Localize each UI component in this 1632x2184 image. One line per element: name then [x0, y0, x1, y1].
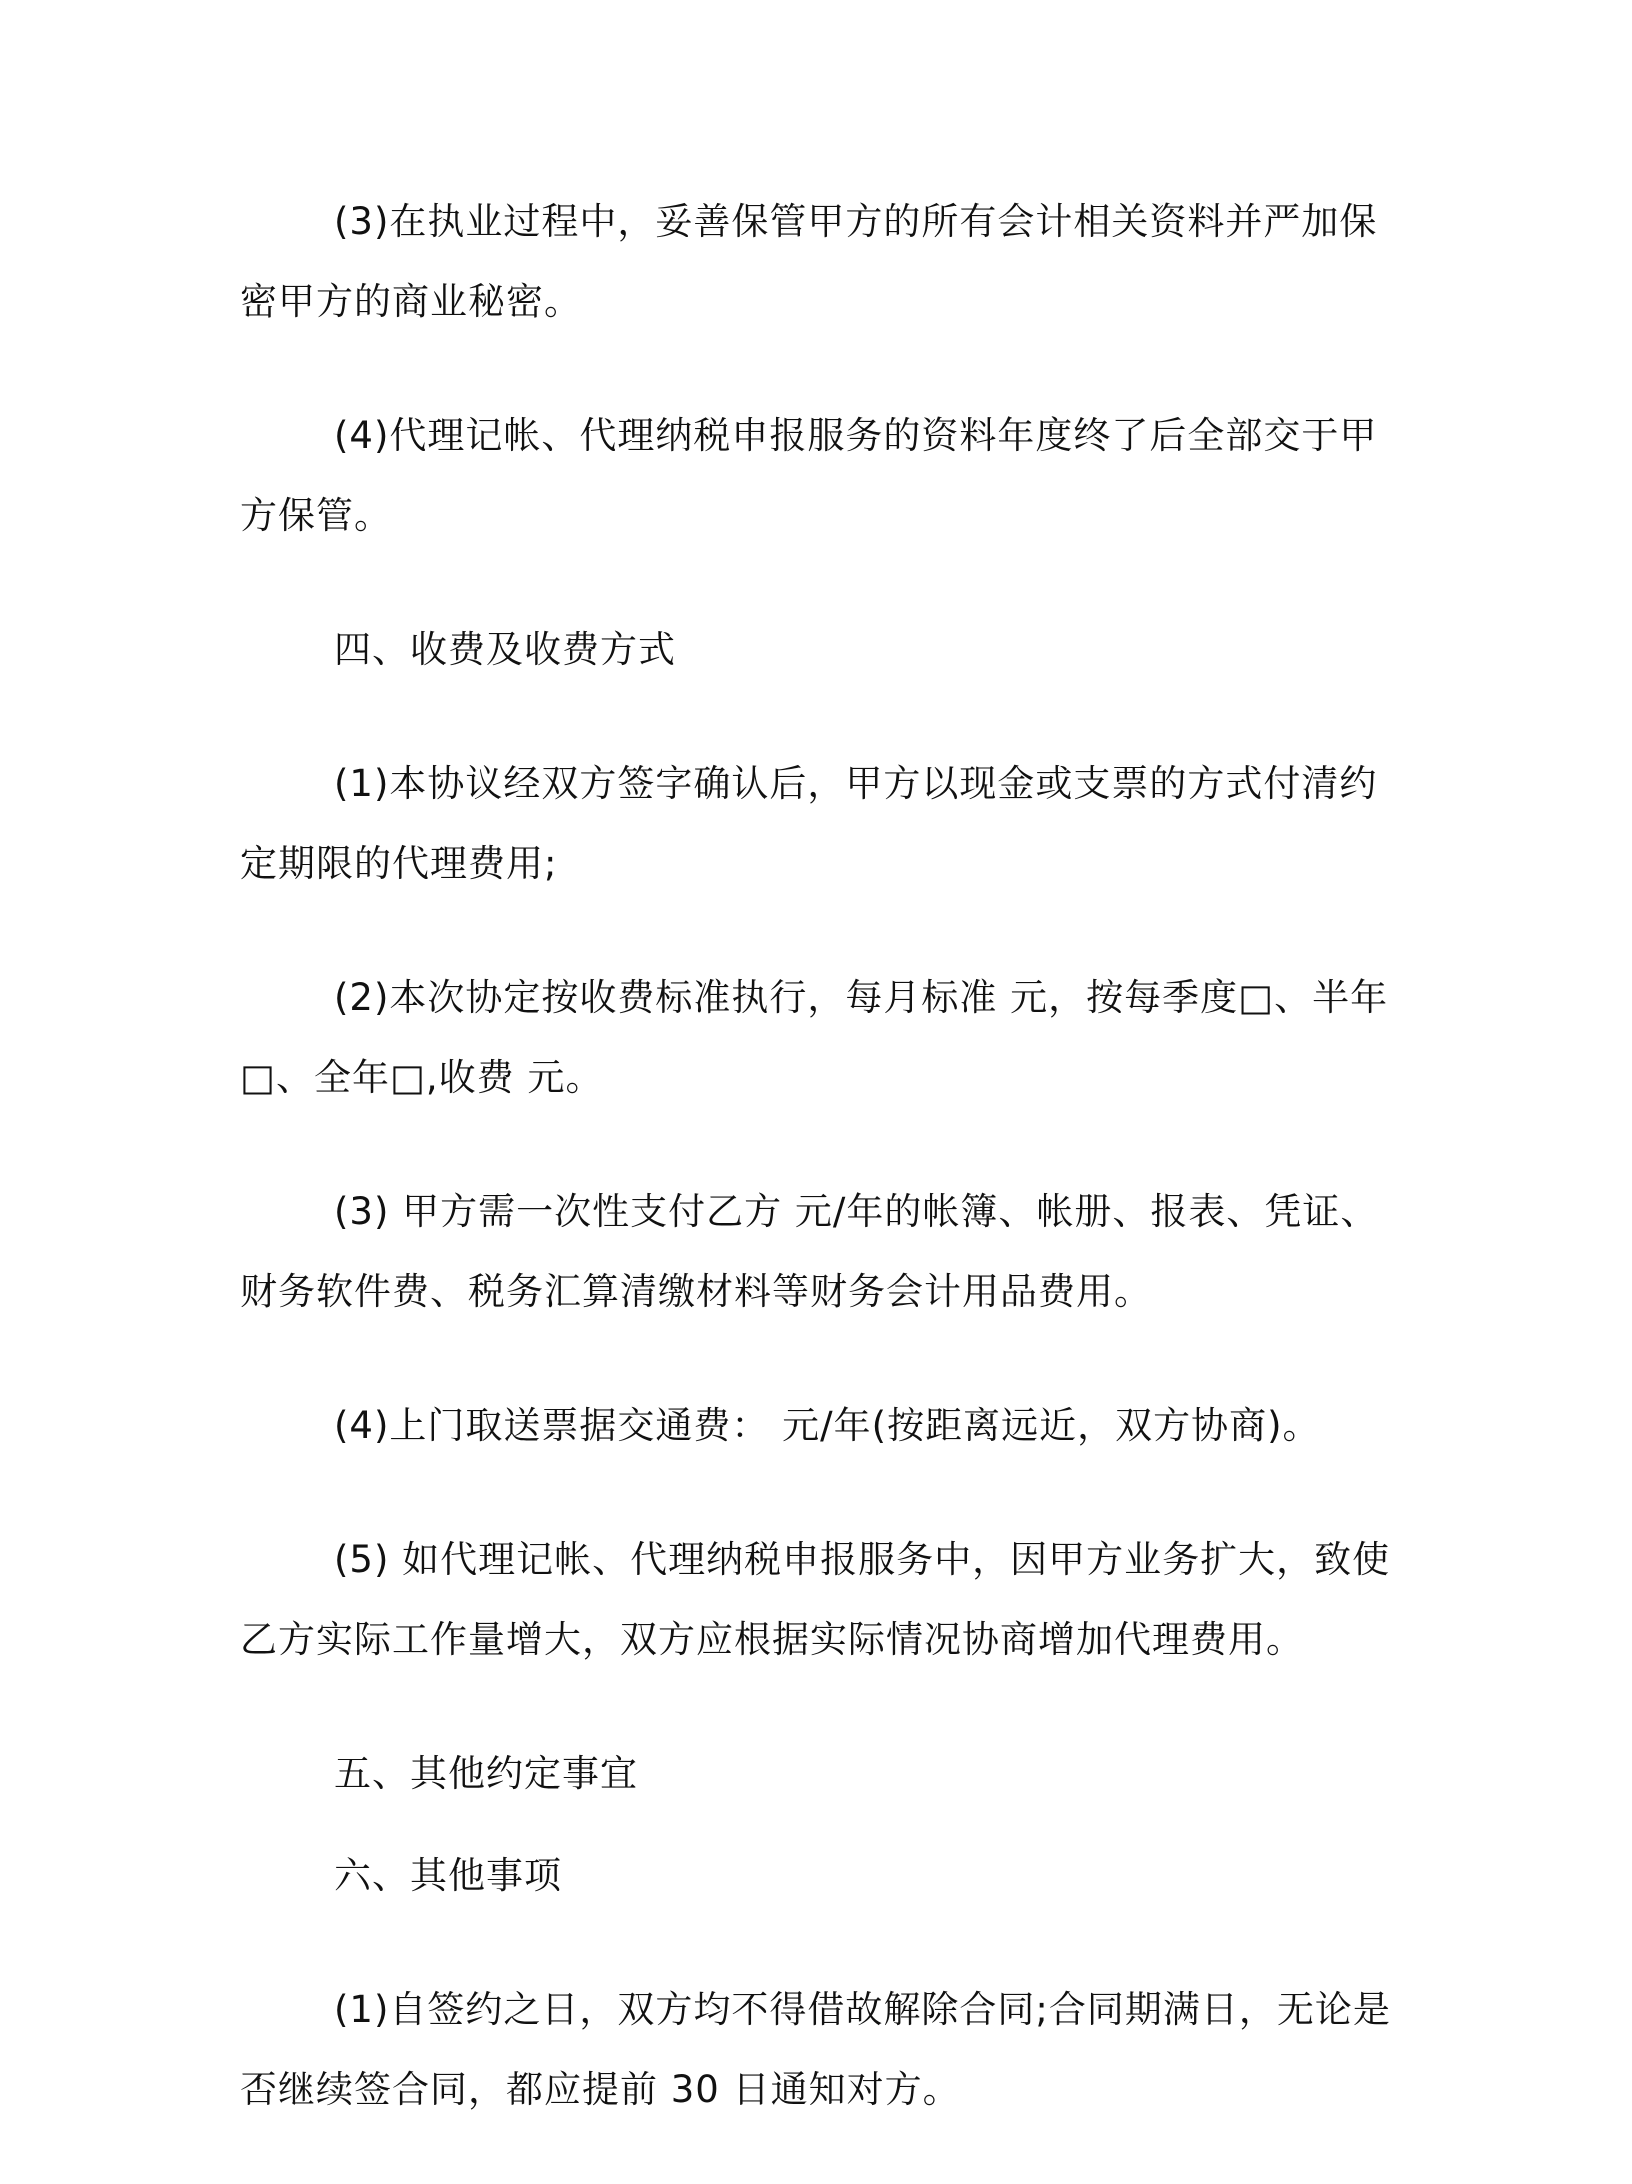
paragraph-3-safekeeping: (3)在执业过程中，妥善保管甲方的所有会计相关资料并严加保密甲方的商业秘密。: [240, 200, 1378, 323]
paragraph-fee-2: (2)本次协定按收费标准执行，每月标准 元，按每季度□、半年□、全年□,收费 元。: [240, 976, 1389, 1099]
paragraph-other-1: (1)自签约之日，双方均不得借故解除合同;合同期满日，无论是否继续签合同，都应提前 30 日通知对方。: [240, 1988, 1391, 2111]
paragraph-fee-4: (4)上门取送票据交通费： 元/年(按距离远近，双方协商)。: [334, 1404, 1321, 1447]
paragraph-fee-5: (5) 如代理记帐、代理纳税申报服务中，因甲方业务扩大，致使乙方实际工作量增大，双方应根据实际情况协商增加代理费用。: [240, 1538, 1391, 1661]
section-heading-other-agreements: 五、其他约定事宜: [334, 1752, 638, 1795]
section-heading-other-matters: 六、其他事项: [334, 1854, 562, 1897]
paragraph-fee-1: (1)本协议经双方签字确认后，甲方以现金或支票的方式付清约定期限的代理费用;: [240, 762, 1378, 885]
paragraph-fee-3: (3) 甲方需一次性支付乙方 元/年的帐簿、帐册、报表、凭证、财务软件费、税务汇算清缴材料等财务会计用品费用。: [240, 1190, 1379, 1313]
section-heading-fees: 四、收费及收费方式: [334, 628, 676, 671]
paragraph-4-records-handover: (4)代理记帐、代理纳税申报服务的资料年度终了后全部交于甲方保管。: [240, 414, 1378, 537]
document-body: [240, 182, 1392, 2184]
